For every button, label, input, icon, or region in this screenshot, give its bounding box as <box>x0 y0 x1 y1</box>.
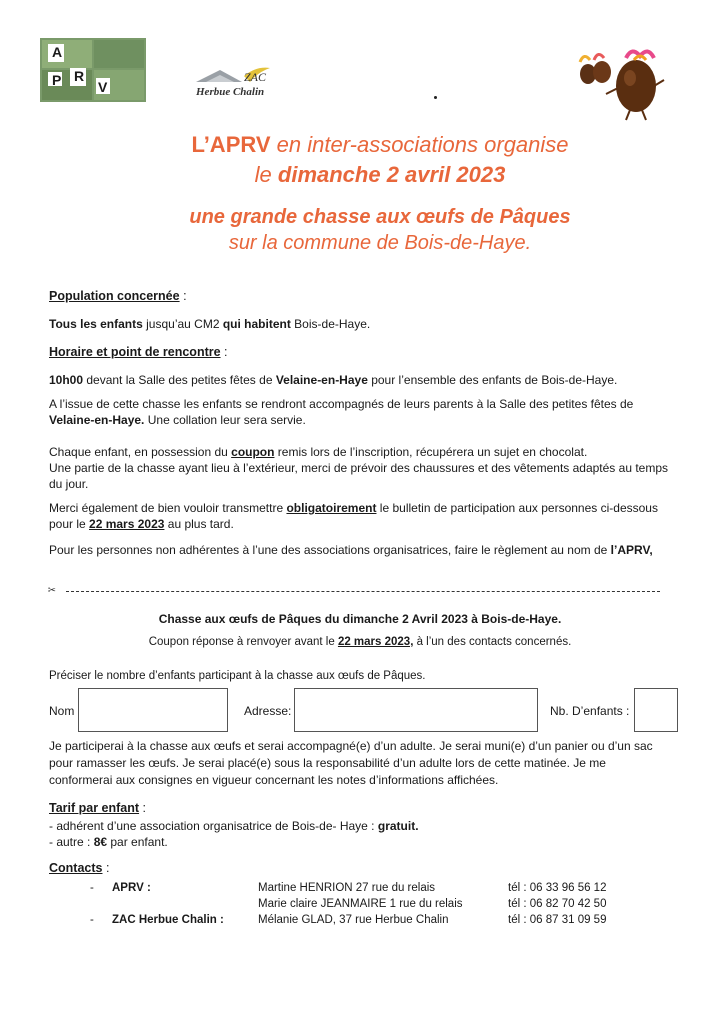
contacts-heading-suffix: : <box>102 861 110 875</box>
population-living: qui habitent <box>222 317 291 331</box>
tarif-other-post: par enfant. <box>107 835 168 849</box>
transmit-post: au plus tard. <box>164 517 234 531</box>
tarif-other-pre: - autre : <box>49 835 94 849</box>
coupon-reply-pre: Coupon réponse à renvoyer avant le <box>148 636 338 648</box>
aprv-letter-v: V <box>98 79 108 95</box>
outside-text: Une partie de la chasse ayant lieu à l’extérieur, merci de prévoir des chaussures et des vêtements adaptés au temps du jour. <box>49 461 669 491</box>
contact-1-org: APRV : <box>112 882 151 894</box>
transmit-obligatory: obligatoirement <box>286 501 377 515</box>
tarif-other <box>49 834 671 850</box>
headline-line-3: une grande chasse aux œufs de Pâques <box>189 206 571 228</box>
dashed-separator <box>66 591 660 592</box>
contacts-heading-line <box>49 860 671 876</box>
population-heading-line <box>49 288 671 304</box>
adresse-label: Adresse: <box>244 704 292 718</box>
headline-line-1 <box>100 130 660 160</box>
coupon-reply-post: à l’un des contacts concernés. <box>413 636 572 648</box>
horaire-heading-suffix: : <box>220 345 228 359</box>
coupon-info-post: remis lors de l’inscription, récupérera un sujet en chocolat. <box>274 445 588 459</box>
population-text <box>49 316 671 332</box>
zac-logo-sub: Herbue Chalin <box>196 86 265 98</box>
coupon-info-word: coupon <box>231 445 275 459</box>
contact-2-person: Marie claire JEANMAIRE 1 rue du relais <box>258 898 463 910</box>
tarif-member <box>49 818 671 834</box>
horaire-heading: Horaire et point de rencontre <box>49 345 221 359</box>
scissors-icon: ✂ <box>48 585 56 597</box>
nb-enfants-label: Nb. D’enfants : <box>550 704 630 718</box>
after-hunt-part-2: Une collation leur sera servie. <box>144 413 306 427</box>
transmit-text <box>49 500 671 532</box>
transmit-pre: Merci également de bien vouloir transmettre <box>49 501 287 515</box>
coupon-reply-date: 22 mars 2023, <box>337 636 414 648</box>
aprv-logo <box>40 38 146 102</box>
count-prompt: Préciser le nombre d’enfants participant à la chasse aux œufs de Pâques. <box>49 670 426 682</box>
contact-1-person: Martine HENRION 27 rue du relais <box>258 882 436 894</box>
adresse-field[interactable] <box>294 688 538 732</box>
coupon-info-text <box>49 444 671 460</box>
headline-line-2-pre: le <box>254 162 278 187</box>
nonmember-pre: Pour les personnes non adhérentes à l’une des associations organisatrices, faire le règlement au nom de <box>49 543 611 557</box>
meeting-time: 10h00 <box>49 373 84 387</box>
population-town: Bois-de-Haye. <box>290 317 371 331</box>
meeting-time-rest-2: pour l’ensemble des enfants de Bois-de-Haye. <box>367 373 618 387</box>
meeting-time-rest-1: devant la Salle des petites fêtes de <box>83 373 276 387</box>
tarif-member-pre: - adhérent d’une association organisatrice de Bois-de- Haye : <box>49 819 378 833</box>
contact-1-phone: tél : 06 33 96 56 12 <box>508 882 607 894</box>
tarif-heading: Tarif par enfant <box>49 801 140 815</box>
headline-line-4: sur la commune de Bois-de-Haye. <box>228 232 532 254</box>
commitment-text: Je participerai à la chasse aux œufs et serai accompagné(e) d’un adulte. Je serai muni(e) d’un panier ou d’un sac pour ramasser les œufs. Je serai placé(e) sous la responsabilité d’un adulte lors de cette matinée. Je me conformerai aux consignes en vigueur concernant les notes d’informations affichées. <box>49 739 653 787</box>
easter-egg-illustration <box>574 44 670 124</box>
meeting-time-text <box>49 372 671 388</box>
nb-enfants-field[interactable] <box>634 688 678 732</box>
coupon-reply-line <box>49 636 671 648</box>
meeting-place: Velaine-en-Haye <box>275 373 368 387</box>
population-cm2: jusqu’au CM2 <box>142 317 223 331</box>
zac-herbue-chalin-logo <box>192 62 274 104</box>
cut-line <box>48 585 660 597</box>
aprv-letter-r: R <box>74 68 85 84</box>
coupon-title: Chasse aux œufs de Pâques du dimanche 2 Avril 2023 à Bois-de-Haye. <box>158 612 562 626</box>
after-hunt-part-1: A l’issue de cette chasse les enfants se rendront accompagnés de leurs parents à la Salle des petites fêtes de <box>49 397 634 411</box>
tarif-heading-suffix: : <box>139 801 147 815</box>
tarif-heading-line <box>49 800 671 816</box>
contact-3-phone: tél : 06 87 31 09 59 <box>508 914 607 926</box>
nom-field[interactable] <box>78 688 228 732</box>
nom-label: Nom <box>49 704 75 718</box>
contacts-heading: Contacts <box>49 861 103 875</box>
population-heading: Population concernée <box>49 289 180 303</box>
headline-org: L’APRV <box>191 132 271 157</box>
nonmember-text <box>49 542 671 558</box>
contact-2-phone: tél : 06 82 70 42 50 <box>508 898 607 910</box>
horaire-heading-line <box>49 344 671 360</box>
headline-line-1-rest: en inter-associations organise <box>270 132 569 157</box>
transmit-date: 22 mars 2023 <box>89 517 165 531</box>
speck <box>434 96 437 99</box>
after-hunt-place: Velaine-en-Haye. <box>49 413 145 427</box>
population-all-children: Tous les enfants <box>49 317 143 331</box>
coupon-info-pre: Chaque enfant, en possession du <box>49 445 232 459</box>
after-hunt-text <box>49 396 671 428</box>
nonmember-aprv: l’APRV, <box>610 543 653 557</box>
transmit-mid: le bulletin de participation aux personnes ci-dessous pour le <box>49 501 658 531</box>
headline-line-2 <box>100 160 660 190</box>
contact-3-org: ZAC Herbue Chalin : <box>112 914 224 926</box>
contact-3-person: Mélanie GLAD, 37 rue Herbue Chalin <box>258 914 449 926</box>
tarif-other-price: 8€ <box>93 835 108 849</box>
aprv-letter-a: A <box>52 44 63 60</box>
tarif-member-free: gratuit. <box>377 819 419 833</box>
zac-logo-name: ZAC <box>244 70 267 84</box>
contact-3-dash: - <box>90 914 94 926</box>
headline-date: dimanche 2 avril 2023 <box>277 162 506 187</box>
population-heading-suffix: : <box>179 289 187 303</box>
aprv-letter-p: P <box>52 72 62 88</box>
contact-1-dash: - <box>90 882 94 894</box>
